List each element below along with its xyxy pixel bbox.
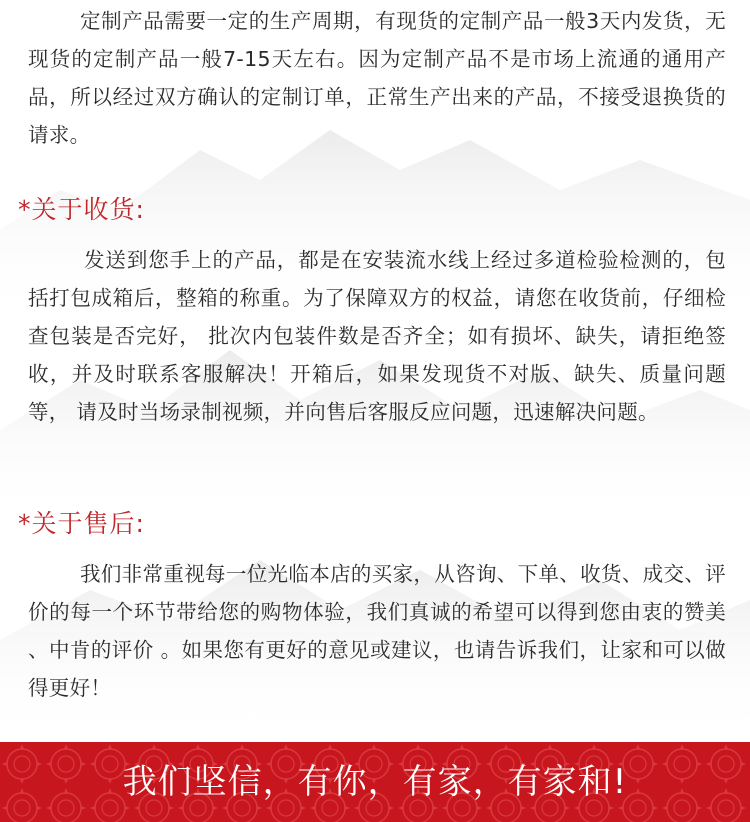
slogan-banner (0, 742, 750, 822)
receiving-paragraph: 发送到您手上的产品，都是在安装流水线上经过多道检验检测的，包括打包成箱后，整箱的称重。为了保障双方的权益，请您在收货前，仔细检查包装是否完好， 批次内包装件数是否齐全；如有损坏、缺失，请拒绝签收，并及时联系客服解决！开箱后，如果发现货不对版、缺失、质量问题等， 请及时当场录制视频，并向售后客服反应问题，迅速解决问题。 (28, 248, 726, 424)
slogan-text: 我们坚信，有你，有家，有家和! (122, 762, 628, 802)
after-sales-heading: *关于售后: (18, 509, 145, 538)
production-paragraph: 定制产品需要一定的生产周期，有现货的定制产品一般3天内发货，无现货的定制产品一般7-15天左右。因为定制产品不是市场上流通的通用产品，所以经过双方确认的定制订单，正常生产出来的产品，不接受退换货的请求。 (28, 9, 726, 147)
after-sales-paragraph: 我们非常重视每一位光临本店的买家，从咨询、下单、收货、成交、评价的每一个环节带给您的购物体验，我们真诚的希望可以得到您由衷的赞美 、中肯的评价 。如果您有更好的意见或建议，也请告诉我们，让家和可以做得更好！ (28, 562, 726, 700)
receiving-heading: *关于收货: (18, 195, 145, 224)
